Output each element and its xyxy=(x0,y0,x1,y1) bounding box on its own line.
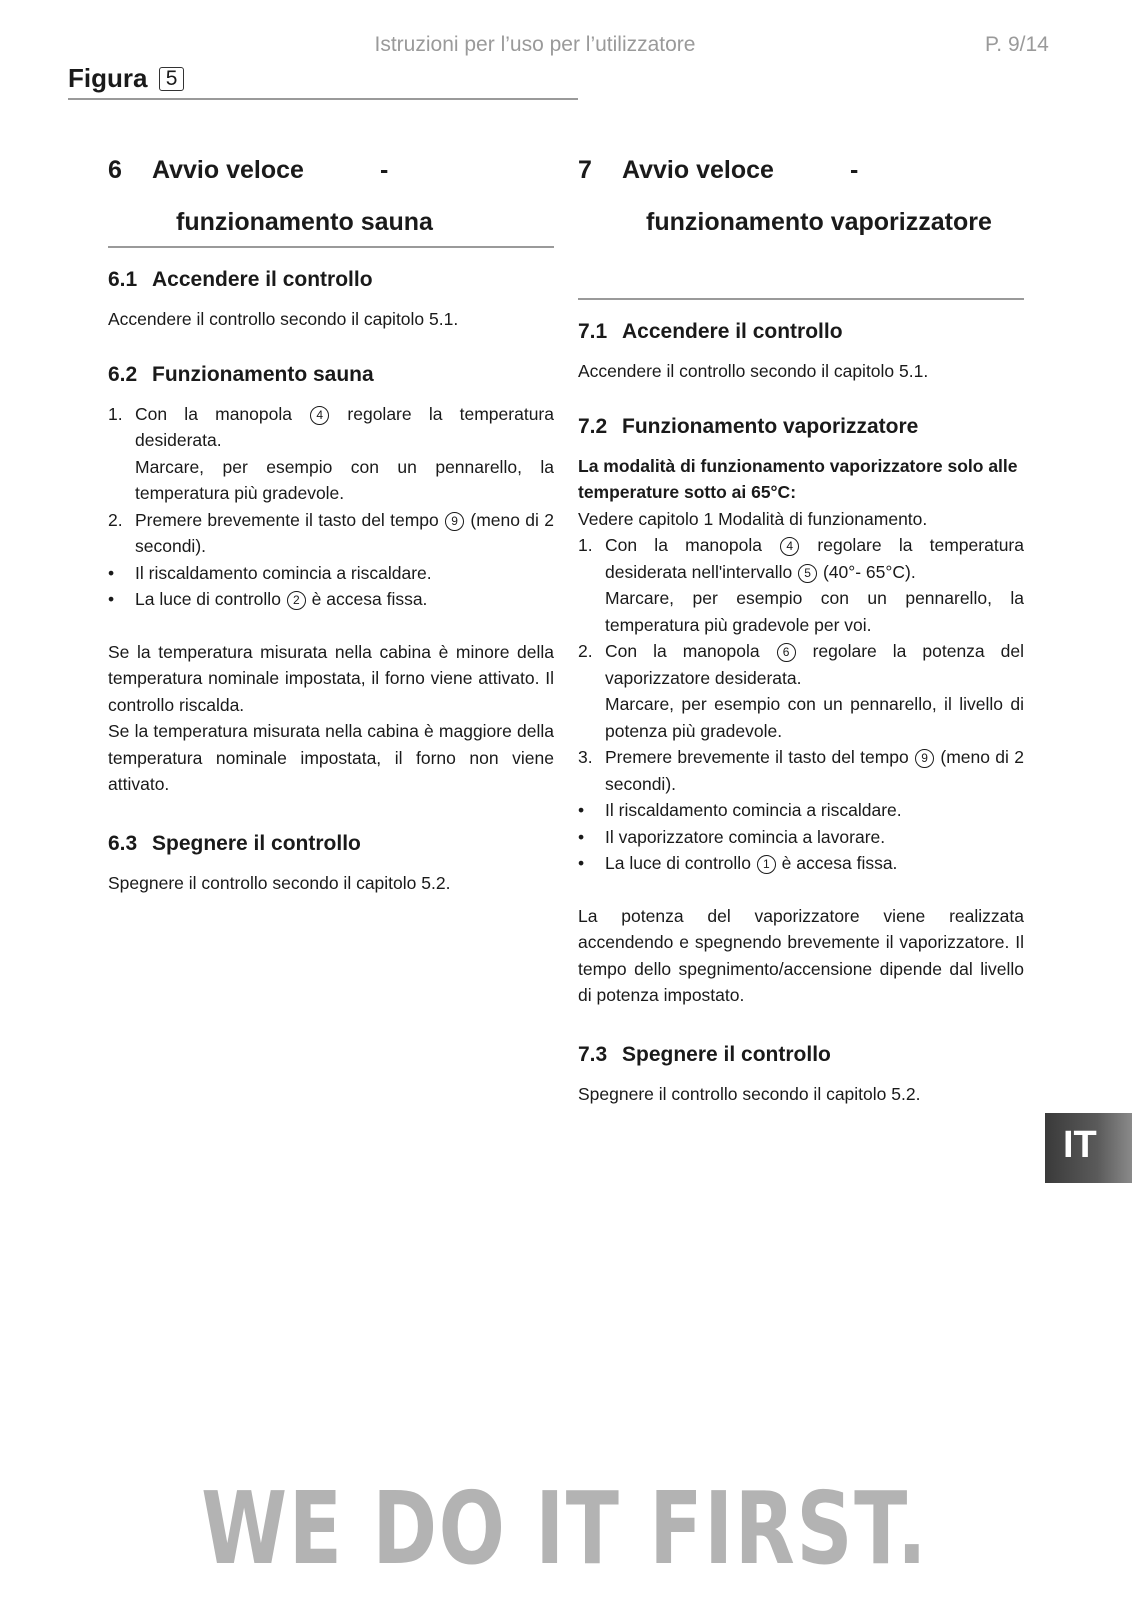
circled-number: 9 xyxy=(445,512,464,531)
note-bold: La modalità di funzionamento vaporizzatore solo alle temperature sotto ai 65°C: xyxy=(578,455,1018,502)
list-marker: • xyxy=(578,800,585,820)
item-text: regolare la temperatura desiderata. xyxy=(135,403,554,450)
language-tab xyxy=(1045,1113,1132,1183)
circled-number: 5 xyxy=(798,564,817,583)
list-marker: 1. xyxy=(578,535,593,555)
figure-label xyxy=(68,63,184,94)
list-marker: 2. xyxy=(578,641,593,661)
subsection-title: Funzionamento vaporizzatore xyxy=(622,414,919,438)
paragraph: Accendere il controllo secondo il capitolo 5.1. xyxy=(578,361,929,381)
subsection-number: 6.2 xyxy=(108,362,138,386)
section-title-part1: Avvio veloce xyxy=(622,156,774,184)
item-text: La luce di controllo xyxy=(135,589,281,609)
list-marker: 1. xyxy=(108,403,123,424)
paragraph: Spegnere il controllo secondo il capitolo 5.2. xyxy=(578,1083,921,1104)
language-tab-label: IT xyxy=(1063,1124,1097,1166)
section-6-heading xyxy=(108,150,554,246)
section-title-part2: funzionamento vaporizzatore xyxy=(646,208,992,236)
circled-number: 9 xyxy=(915,749,934,768)
list-item xyxy=(578,744,1024,797)
subsection-heading xyxy=(108,832,554,856)
paragraph: La potenza del vaporizzatore viene realizzata accendendo e spegnendo brevemente il vaporizzatore. Il tempo dello spegnimento/accensione dipende dal livello di potenza impostato. xyxy=(578,905,1024,1005)
section-title-part1: Avvio veloce xyxy=(152,156,304,184)
subsection-title: Accendere il controllo xyxy=(152,268,373,291)
circled-number: 2 xyxy=(287,591,306,610)
circled-number: 6 xyxy=(777,643,796,662)
item-text: (40°- 65°C). xyxy=(822,561,916,582)
list-marker: • xyxy=(578,853,585,873)
item-text: Il vaporizzatore comincia a lavorare. xyxy=(605,826,886,847)
circled-number: 1 xyxy=(757,855,776,874)
item-text: Marcare, per esempio con un pennarello, la temperatura più gradevole per voi. xyxy=(605,588,1024,635)
paragraph: Vedere capitolo 1 Modalità di funzionamento. xyxy=(578,508,928,529)
section-title-part2: funzionamento sauna xyxy=(176,208,433,236)
header-title: Istruzioni per l’uso per l’utilizzatore xyxy=(374,33,696,56)
list-marker: • xyxy=(108,589,115,609)
right-column xyxy=(578,150,1024,1107)
list-item xyxy=(108,560,554,587)
list-item xyxy=(108,401,554,507)
item-text: La luce di controllo xyxy=(605,853,751,873)
section-title-dash: - xyxy=(380,156,389,184)
left-column xyxy=(108,150,554,896)
item-text: Il riscaldamento comincia a riscaldare. xyxy=(605,800,902,820)
page-number: P. 9/14 xyxy=(985,33,1049,56)
section-7-heading xyxy=(578,150,1024,246)
subsection-number: 6.1 xyxy=(108,268,138,291)
subsection-title: Spegnere il controllo xyxy=(152,831,361,855)
item-text: regolare la temperatura desiderata nell'intervallo xyxy=(605,535,1024,582)
item-text: Marcare, per esempio con un pennarello, il livello di potenza più gradevole. xyxy=(605,694,1024,741)
list-marker: 3. xyxy=(578,747,593,767)
section-divider xyxy=(108,246,554,248)
paragraph: Se la temperatura misurata nella cabina è maggiore della temperatura nominale impostata, il forno non viene attivato. xyxy=(108,721,554,794)
figure-divider xyxy=(68,98,578,100)
list-marker: • xyxy=(578,826,585,847)
figure-number: 5 xyxy=(159,67,185,91)
item-text: Con la manopola xyxy=(135,403,292,424)
list-item xyxy=(578,850,1024,877)
list-item xyxy=(108,586,554,613)
subsection-number: 6.3 xyxy=(108,831,138,855)
subsection-heading xyxy=(578,1043,1024,1067)
steps-list xyxy=(578,532,1024,877)
subsection-title: Spegnere il controllo xyxy=(622,1042,831,1066)
section-number: 7 xyxy=(578,156,592,184)
item-text: (meno di 2 secondi). xyxy=(135,509,554,556)
subsection-title: Accendere il controllo xyxy=(622,320,843,343)
list-item xyxy=(578,638,1024,744)
brand-slogan: WE DO IT FIRST. xyxy=(201,1470,929,1587)
list-marker: 2. xyxy=(108,509,123,530)
subsection-number: 7.1 xyxy=(578,320,608,343)
circled-number: 4 xyxy=(310,406,329,425)
list-item xyxy=(108,507,554,560)
list-item xyxy=(578,824,1024,851)
item-text: Premere brevemente il tasto del tempo xyxy=(605,747,909,767)
subsection-heading xyxy=(108,268,554,292)
subsection-number: 7.2 xyxy=(578,414,608,438)
circled-number: 4 xyxy=(780,537,799,556)
figure-label-text: Figura xyxy=(68,63,148,93)
list-item xyxy=(578,797,1024,824)
subsection-heading xyxy=(108,363,554,387)
paragraph: Accendere il controllo secondo il capitolo 5.1. xyxy=(108,309,459,329)
subsection-heading xyxy=(578,320,1024,344)
item-text: (meno di 2 secondi). xyxy=(605,747,1024,794)
section-divider xyxy=(578,298,1024,300)
section-title-dash: - xyxy=(850,156,859,184)
item-text: regolare la potenza del vaporizzatore desiderata. xyxy=(605,641,1025,688)
item-text: Premere brevemente il tasto del tempo xyxy=(135,509,439,530)
list-marker: • xyxy=(108,562,115,583)
section-number: 6 xyxy=(108,156,122,184)
list-item xyxy=(578,532,1024,638)
steps-list xyxy=(108,401,554,613)
subsection-heading xyxy=(578,415,1024,439)
paragraph: Spegnere il controllo secondo il capitolo 5.2. xyxy=(108,872,451,893)
item-text: Il riscaldamento comincia a riscaldare. xyxy=(135,562,432,583)
item-text: Con la manopola xyxy=(605,641,760,661)
item-text: è accesa fissa. xyxy=(781,853,898,873)
subsection-title: Funzionamento sauna xyxy=(152,362,374,386)
paragraph: Se la temperatura misurata nella cabina è minore della temperatura nominale impostata, il forno viene attivato. Il controllo riscalda. xyxy=(108,641,554,715)
item-text: è accesa fissa. xyxy=(311,589,428,609)
item-text: Con la manopola xyxy=(605,535,762,555)
subsection-number: 7.3 xyxy=(578,1042,608,1066)
item-text: Marcare, per esempio con un pennarello, la temperatura più gradevole. xyxy=(135,456,554,503)
